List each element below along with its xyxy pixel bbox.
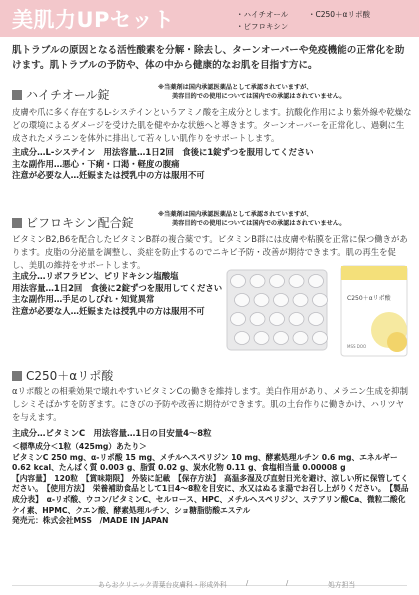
section-details-1 [12, 147, 314, 182]
product-list-item-1: ・ハイチオール [236, 10, 289, 19]
tablet-icon [289, 313, 304, 326]
section-title-2: ビフロキシン配合錠 [26, 216, 134, 230]
section-details-2 [12, 271, 222, 317]
tablet-icon [313, 332, 328, 345]
section-heading-3 [12, 367, 113, 384]
footer-separator: / [246, 579, 249, 587]
detail-line: 主成分…L-システイン 用法容量…1日2回 食後に1錠ずつを服用してください [12, 147, 314, 157]
supplement-package-image [339, 262, 409, 358]
tablet-icon [250, 275, 265, 288]
tablet-icon [235, 332, 250, 345]
tablet-icon [274, 294, 289, 307]
bullet-square [12, 218, 22, 228]
notice-line-1: ※当薬剤は国内承認医薬品として承認されていますが、 [158, 84, 313, 91]
detail-line: 主な副作用…手足のしびれ・知覚異常 [12, 294, 155, 304]
tablet-icon [293, 332, 308, 345]
footer-clinic: あらおクリニック青葉台皮膚科・形成外科 [98, 581, 227, 589]
section-description-2: ビタミンB2,B6を配合したビタミンB群の複合薬です。ビタミンB群には皮膚や粘膜を正常に保つ働きがあります。皮脂の分泌量を調整し、炎症を防止するのでニキビ予防・改善が期待できます。肌の再生を促し、美肌の維持をサポートします。 [12, 234, 408, 270]
tablet-icon [235, 294, 250, 307]
tablet-icon [250, 313, 265, 326]
section-details-3 [12, 428, 212, 440]
section-title-3: C250＋αリポ酸 [26, 369, 114, 383]
notice-line-2: 美容目的での使用については国内での承認はされていません。 [172, 93, 346, 100]
detail-line: 注意が必要な人…妊娠または授乳中の方は服用不可 [12, 305, 205, 316]
page-title: 美肌力UPセット [12, 8, 175, 32]
tablet-icon [231, 313, 246, 326]
tablet-icon [270, 313, 285, 326]
tablet-icon [289, 275, 304, 288]
notice-line-2: 美容目的での使用については国内での承認はされていません。 [172, 220, 346, 227]
package-maker: MSS DOO [347, 344, 367, 349]
tablet-icon [309, 313, 324, 326]
tablet-icon [309, 275, 324, 288]
notice-line-1: ※当薬剤は国内承認医薬品として承認されていますが、 [158, 211, 313, 218]
detail-line: 主成分…リボフラビン、ピリドキシン塩酸塩 [12, 271, 179, 281]
bullet-square [12, 371, 22, 381]
tablet-icon [313, 294, 328, 307]
package-label: C250＋αリポ酸 [347, 295, 391, 302]
product-list [236, 7, 416, 35]
section-title-1: ハイチオール錠 [26, 88, 110, 102]
header-bar [0, 0, 419, 37]
tablet-blister-image [226, 269, 328, 351]
section-heading-2 [12, 214, 134, 231]
detail-line: 用法容量…1日2回 食後に2錠ずつを服用してください [12, 282, 223, 293]
nutrition-and-usage-details: ＜標準成分＜1粒（425mg）あたり＞ ビタミンC 250 mg、α-リポ酸 15 mg、メチルヘスペリジン 10 mg、酵素処理ルチン 0.6 mg、エネルギー 0.62 kcal、たんぱく質 0.003 g、脂質 0.02 g、炭水化物 0.11 g、食塩相当量 0.00008 g 【内容量】 120粒 【賞味期限】 外装に記載 【保存方法】 高温多湿及び直射日光を避け、涼しい所に保管してください。 【使用方法】 栄養補助食品として1日4～8粒を目安に、水又はぬるま湯でお召し上がりください。 【製品成分表】 α-リポ酸、ウコン/ビタミンC、セルロース、HPC、メチルヘスペリジン、ステアリン酸Ca、微粒二酸化ケイ素、HPMC、クエン酸、酵素処理ルチン、ショ糖脂肪酸エステル 発売元：株式会社MSS /MADE IN JAPAN [12, 442, 409, 526]
bullet-square [12, 90, 22, 100]
intro-text: 肌トラブルの原因となる活性酸素を分解・除去し、ターンオーバーや免疫機能の正常化を助けます。肌トラブルの予防や、体の中から健康的なお肌を目指す方に。 [12, 45, 405, 71]
product-list-item-2: ・C250＋αリポ酸 [308, 10, 370, 19]
tablet-icon [293, 294, 308, 307]
detail-line: 主な副作用…悪心・下痢・口渇・軽度の腹痛 [12, 158, 180, 169]
footer-staff: 処方担当 [328, 581, 356, 589]
tablet-icon [274, 332, 289, 345]
tablet-icon [254, 294, 269, 307]
detail-line: 主成分…ビタミンC 用法容量…1日の目安量4～8粒 [12, 428, 212, 438]
footer-separator: / [286, 579, 289, 587]
tablet-icon [270, 275, 285, 288]
section-description-3: αリポ酸との相乗効果で壊れやすいビタミンCの働きを維持します。美白作用があり、メラニン生成を抑制しシミそばかすを防ぎます。にきびの予防や改善に期待ができます。肌の土台作りに働きかけ、ハリツヤを与えます。 [12, 386, 408, 422]
tablet-icon [254, 332, 269, 345]
section-description-1: 皮膚や爪に多く存在するL-システインというアミノ酸を主成分とします。抗酸化作用により紫外線や乾燥などの環境によるダメージを受けた肌を健やかな状態へと導きます。ターンオーバーを正常化し、過剰に生成されたメラニンを体外に排出して若々しい肌作りをサポートします。 [12, 107, 412, 143]
tablet-icon [231, 275, 246, 288]
product-list-item-3: ・ビフロキシン [236, 22, 289, 31]
section-heading-1 [12, 86, 110, 103]
detail-line: 注意が必要な人…妊娠または授乳中の方は服用不可 [12, 170, 205, 180]
